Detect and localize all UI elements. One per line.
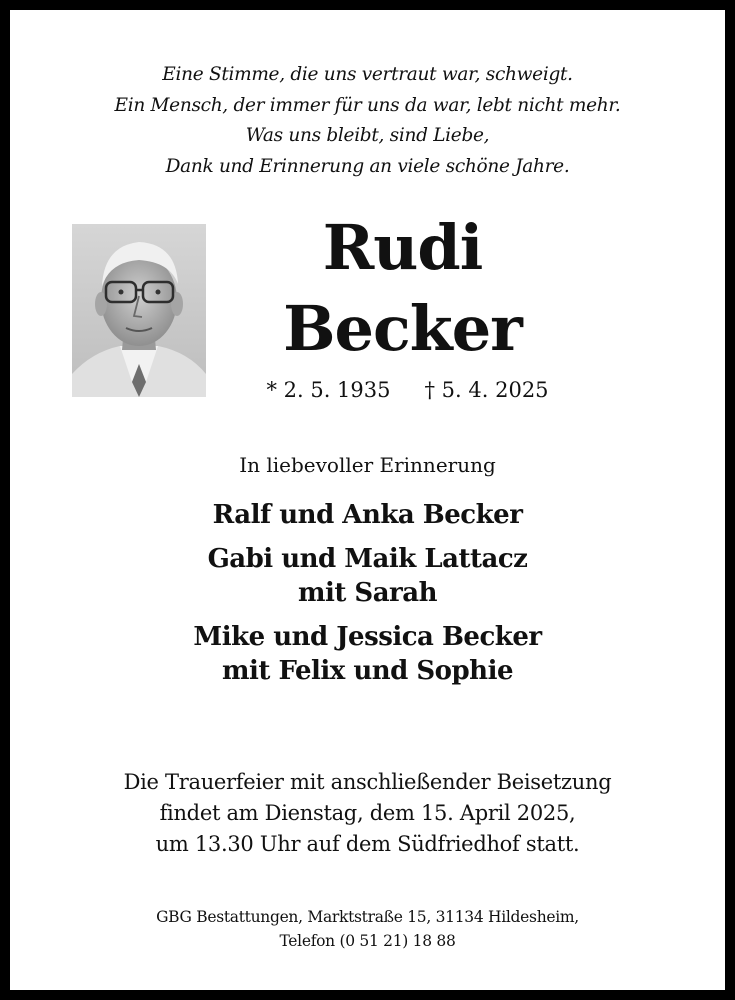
undertaker-phone: Telefon (0 51 21) 18 88: [279, 932, 456, 950]
death-date: † 5. 4. 2025: [424, 378, 549, 402]
deceased-first-name: Rudi: [322, 211, 483, 284]
mourner-line: mit Sarah: [297, 578, 438, 608]
funeral-service-info: [10, 767, 725, 860]
memorial-poem: [10, 60, 725, 182]
deceased-last-name: Becker: [283, 292, 522, 365]
poem-line: Was uns bleibt, sind Liebe,: [245, 125, 490, 146]
portrait-image: [72, 224, 206, 397]
mourner-line: Ralf und Anka Becker: [212, 500, 523, 530]
life-dates: [210, 378, 605, 402]
mourners-list: [10, 498, 725, 698]
undertaker-address: GBG Bestattungen, Marktstraße 15, 31134 Hildesheim,: [156, 908, 579, 926]
remembrance-intro: In liebevoller Erinnerung: [239, 453, 496, 477]
mourner-family: [10, 542, 725, 610]
mourner-line: Mike und Jessica Becker: [193, 622, 542, 652]
portrait-photo: [72, 224, 206, 397]
poem-line: Eine Stimme, die uns vertraut war, schweigt.: [162, 64, 573, 85]
poem-line: Ein Mensch, der immer für uns da war, lebt nicht mehr.: [114, 94, 621, 116]
mourner-line: Gabi und Maik Lattacz: [207, 544, 528, 574]
service-line: um 13.30 Uhr auf dem Südfriedhof statt.: [155, 832, 580, 856]
mourner-line: mit Felix und Sophie: [222, 656, 513, 686]
service-line: Die Trauerfeier mit anschließender Beisetzung: [123, 770, 612, 794]
service-line: findet am Dienstag, dem 15. April 2025,: [159, 801, 576, 825]
poem-line: Dank und Erinnerung an viele schöne Jahre.: [165, 155, 570, 177]
mourner-family: [10, 498, 725, 532]
birth-date: * 2. 5. 1935: [266, 378, 391, 402]
undertaker-contact: [10, 905, 725, 953]
mourner-family: [10, 620, 725, 688]
